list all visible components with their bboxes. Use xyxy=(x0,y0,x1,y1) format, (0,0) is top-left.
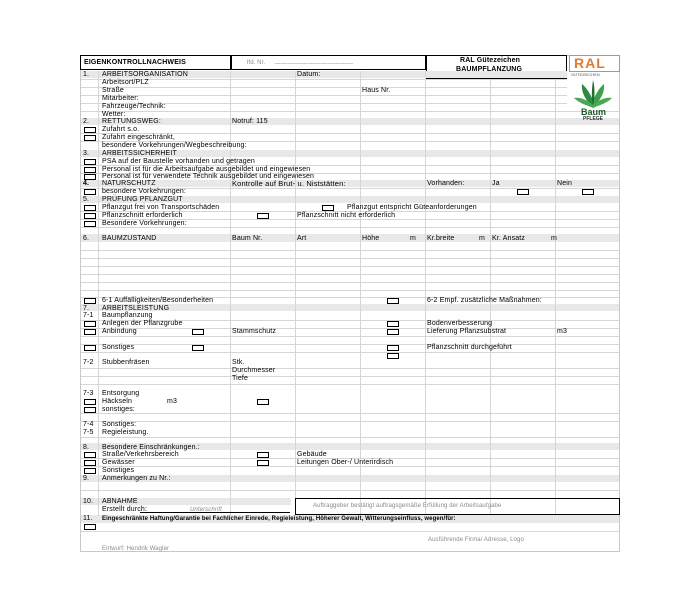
haeckseln-unit: m3 xyxy=(167,398,178,405)
stk-label: Stk. xyxy=(232,359,245,366)
s8-sonstiges-checkbox[interactable] xyxy=(84,468,96,474)
s2-num: 2. xyxy=(83,118,90,125)
s4-vorkehrungen-checkbox[interactable] xyxy=(84,189,96,195)
unterschrift-placeholder[interactable]: Unterschrift xyxy=(190,507,222,513)
gewaesser-checkbox[interactable] xyxy=(84,460,96,466)
gueteanforderungen-checkbox[interactable] xyxy=(322,205,334,211)
s3-num: 3. xyxy=(83,150,90,157)
s74-num: 7-4 xyxy=(83,421,94,428)
s8-num: 8. xyxy=(83,444,90,451)
personal-arbeitsaufgabe-label: Personal ist für die Arbeitsaufgabe ausgebildet und eingewiesen xyxy=(102,166,311,173)
personal-technik-label: Personal ist für verwendete Technik ausgebildet und eingewiesen xyxy=(102,173,315,180)
gewaesser-label: Gewässer xyxy=(102,459,135,466)
s71-num: 7-1 xyxy=(83,312,94,319)
empf-massnahmen-checkbox[interactable] xyxy=(387,298,399,304)
bodenverbesserung-checkbox[interactable] xyxy=(387,321,399,327)
empf-massnahmen-label: 6-2 Empf. zusätzliche Maßnahmen: xyxy=(427,297,542,304)
arbeitsort-label: Arbeitsort/PLZ xyxy=(102,79,149,86)
lieferung-checkbox[interactable] xyxy=(387,329,399,335)
nein-checkbox[interactable] xyxy=(582,189,594,195)
band-s6 xyxy=(81,234,619,242)
pflanzschnitt-erforderlich-checkbox[interactable] xyxy=(84,213,96,219)
haeckseln-checkbox[interactable] xyxy=(84,399,96,405)
transportschaeden-checkbox[interactable] xyxy=(84,205,96,211)
s8-sonstiges-label: Sonstiges xyxy=(102,467,135,474)
band-s2 xyxy=(81,118,619,125)
haeckseln-label: Häckseln xyxy=(102,398,132,405)
stammschutz-label: Stammschutz xyxy=(232,328,277,335)
krbreite-header: Kr.breite xyxy=(427,235,455,242)
s8-title: Besondere Einschränkungen.: xyxy=(102,444,200,451)
s9-title: Anmerkungen zu Nr.: xyxy=(102,475,171,482)
pflanzschnitt-erforderlich-label: Pflanzschnitt erforderlich xyxy=(102,212,183,219)
kontrolle-label: Kontrolle auf Brut- u. Niststätten: xyxy=(232,179,346,188)
s1-title: ARBEITSORGANISATION xyxy=(102,71,188,78)
s2-title: RETTUNGSWEG: xyxy=(102,118,161,125)
s1-num: 1. xyxy=(83,71,90,78)
ja-checkbox[interactable] xyxy=(517,189,529,195)
sonstiges-entsorgung-label: sonstiges: xyxy=(102,406,136,413)
psa-label: PSA auf der Baustelle vorhanden und getragen xyxy=(102,158,255,165)
sonstiges-checkbox[interactable] xyxy=(84,345,96,351)
s9-num: 9. xyxy=(83,475,90,482)
guetezeichen-text: GÜTEZEICHEN xyxy=(571,72,600,77)
s11-text: Eingeschränkte Haftung/Garantie bei Fachlicher Einrede, Regieleistung, Höherer Gewalt, Witterungseinfluss, wegen/für: xyxy=(102,516,456,522)
strasse-label: Straße xyxy=(102,87,124,94)
ral-title-line1: RAL Gütezeichen xyxy=(460,57,521,64)
s10-title: ABNAHME xyxy=(102,498,138,505)
erstellt-label: Erstellt durch: xyxy=(102,506,148,513)
stubbenfraesen-label: Stubbenfräsen xyxy=(102,359,150,366)
baumnr-header: Baum Nr. xyxy=(232,235,263,242)
tiefe-label: Tiefe xyxy=(232,375,249,382)
personal-arbeitsaufgabe-checkbox[interactable] xyxy=(84,167,96,173)
hausnr-label: Haus Nr. xyxy=(362,87,391,94)
logo-pflege-text: PFLEGE xyxy=(583,116,604,122)
lfd-field[interactable]: __ __ __ __ __ __ __ __ __ __ __ __ xyxy=(275,58,353,64)
entwurf-label: Entwurf: Hendrik Wagler xyxy=(102,546,170,552)
gueteanforderungen-label: Pflanzgut entspricht Güteanforderungen xyxy=(347,204,477,211)
haeckseln-qty-box[interactable] xyxy=(257,399,269,405)
psa-checkbox[interactable] xyxy=(84,159,96,165)
sonstiges-qty-box[interactable] xyxy=(192,345,204,351)
pflanzschnitt-durchgefuehrt-label: Pflanzschnitt durchgeführt xyxy=(427,344,512,351)
pflanzschnitt-nicht-label: Pflanzschnitt nicht erforderlich xyxy=(297,212,396,219)
notruf-label: Notruf: 115 xyxy=(232,118,268,125)
logo-baum-text: Baum xyxy=(581,107,607,117)
lieferung-unit: m3 xyxy=(557,328,568,335)
auffaelligkeiten-checkbox[interactable] xyxy=(84,298,96,304)
s11-checkbox[interactable] xyxy=(84,524,96,530)
sonstiges-label: Sonstiges xyxy=(102,344,135,351)
ral-logo-text: RAL xyxy=(574,55,606,71)
band-s4 xyxy=(81,180,619,187)
wetter-label: Wetter: xyxy=(102,111,126,118)
hoehe-unit: m xyxy=(410,235,416,242)
zufahrt-eingeschraenkt-checkbox[interactable] xyxy=(84,135,96,141)
s6-num: 6. xyxy=(83,235,90,242)
hoehe-header: Höhe xyxy=(362,235,380,242)
pflanzschnitt-nicht-checkbox[interactable] xyxy=(257,213,269,219)
kransatz-unit: m xyxy=(551,235,557,242)
zufahrt-eingeschraenkt-label: Zufahrt eingeschränkt, xyxy=(102,134,175,141)
s5-vorkehrungen-checkbox[interactable] xyxy=(84,221,96,227)
s11-num: 11. xyxy=(83,515,93,522)
mitarbeiter-label: Mitarbeiter: xyxy=(102,95,139,102)
s7-title: ARBEITSLEISTUNG xyxy=(102,305,170,312)
extra-checkbox[interactable] xyxy=(387,353,399,359)
art-header: Art xyxy=(297,235,307,242)
form-title: EIGENKONTROLLNACHWEIS xyxy=(84,59,186,66)
s6-title: BAUMZUSTAND xyxy=(102,235,157,242)
vorhanden-label: Vorhanden: xyxy=(427,180,465,187)
auftraggeber-text: Auftraggeber bestätigt auftragsgemäße Erfüllung der Arbeitsaufgabe xyxy=(313,503,502,509)
strasse-verkehr-checkbox[interactable] xyxy=(84,452,96,458)
s4-vorkehrungen-label: besondere Vorkehrungen: xyxy=(102,188,187,195)
regieleistung-label: Regieleistung. xyxy=(102,429,149,436)
gebaeude-label: Gebäude xyxy=(297,451,327,458)
leaf-logo-icon xyxy=(572,78,614,110)
s5-num: 5. xyxy=(83,196,90,203)
anbindung-qty-box[interactable] xyxy=(192,329,204,335)
s73-num: 7-3 xyxy=(83,390,94,397)
gebaeude-checkbox[interactable] xyxy=(257,452,269,458)
lfd-label: lfd. Nr. xyxy=(247,60,266,66)
ral-title-line2: BAUMPFLANZUNG xyxy=(456,66,523,73)
auffaelligkeiten-label: 6-1 Auffälligkeiten/Besonderheiten xyxy=(102,297,214,304)
anbindung-checkbox[interactable] xyxy=(84,329,96,335)
durchmesser-label: Durchmesser xyxy=(232,367,276,374)
s7-num: 7. xyxy=(83,305,90,312)
ja-label: Ja xyxy=(492,180,500,187)
zufahrt-so-checkbox[interactable] xyxy=(84,127,96,133)
firma-label: Ausführende Firma/ Adresse, Logo xyxy=(428,537,524,543)
s10-num: 10. xyxy=(83,498,94,505)
pflanzschnitt-durchgefuehrt-checkbox[interactable] xyxy=(387,345,399,351)
anlegen-checkbox[interactable] xyxy=(84,321,96,327)
s74-label: Sonstiges: xyxy=(102,421,137,428)
s4-num: 4. xyxy=(83,180,90,187)
s5-title: PRÜFUNG PFLANZGUT xyxy=(102,196,183,203)
kransatz-header: Kr. Ansatz xyxy=(492,235,526,242)
bodenverbesserung-label: Bodenverbesserung xyxy=(427,320,493,327)
lieferung-label: Lieferung Pflanzsubstrat xyxy=(427,328,507,335)
s72-num: 7-2 xyxy=(83,359,94,366)
leitungen-checkbox[interactable] xyxy=(257,460,269,466)
fahrzeuge-label: Fahrzeuge/Technik: xyxy=(102,103,166,110)
anbindung-label: Anbindung xyxy=(102,328,137,335)
s4-title: NATURSCHUTZ xyxy=(102,180,156,187)
wegbeschreibung-label: besondere Vorkehrungen/Wegbeschreibung: xyxy=(102,142,247,149)
s75-num: 7-5 xyxy=(83,429,94,436)
sonstiges-entsorgung-checkbox[interactable] xyxy=(84,407,96,413)
entsorgung-label: Entsorgung xyxy=(102,390,140,397)
leitungen-label: Leitungen Ober-/ Unterirdisch xyxy=(297,459,394,466)
anlegen-label: Anlegen der Pflanzgrube xyxy=(102,320,183,327)
baumpflanzung-label: Baumpflanzung xyxy=(102,312,153,319)
s3-title: ARBEITSSICHERHEIT xyxy=(102,150,177,157)
transportschaeden-label: Pflanzgut frei von Transportschäden xyxy=(102,204,220,211)
s5-vorkehrungen-label: Besondere Vorkehrungen: xyxy=(102,220,187,227)
zufahrt-so-label: Zufahrt s.o. xyxy=(102,126,140,133)
nein-label: Nein xyxy=(557,180,572,187)
strasse-verkehr-label: Straße/Verkehrsbereich xyxy=(102,451,179,458)
krbreite-unit: m xyxy=(479,235,485,242)
s1-datum-label: Datum: xyxy=(297,71,321,78)
